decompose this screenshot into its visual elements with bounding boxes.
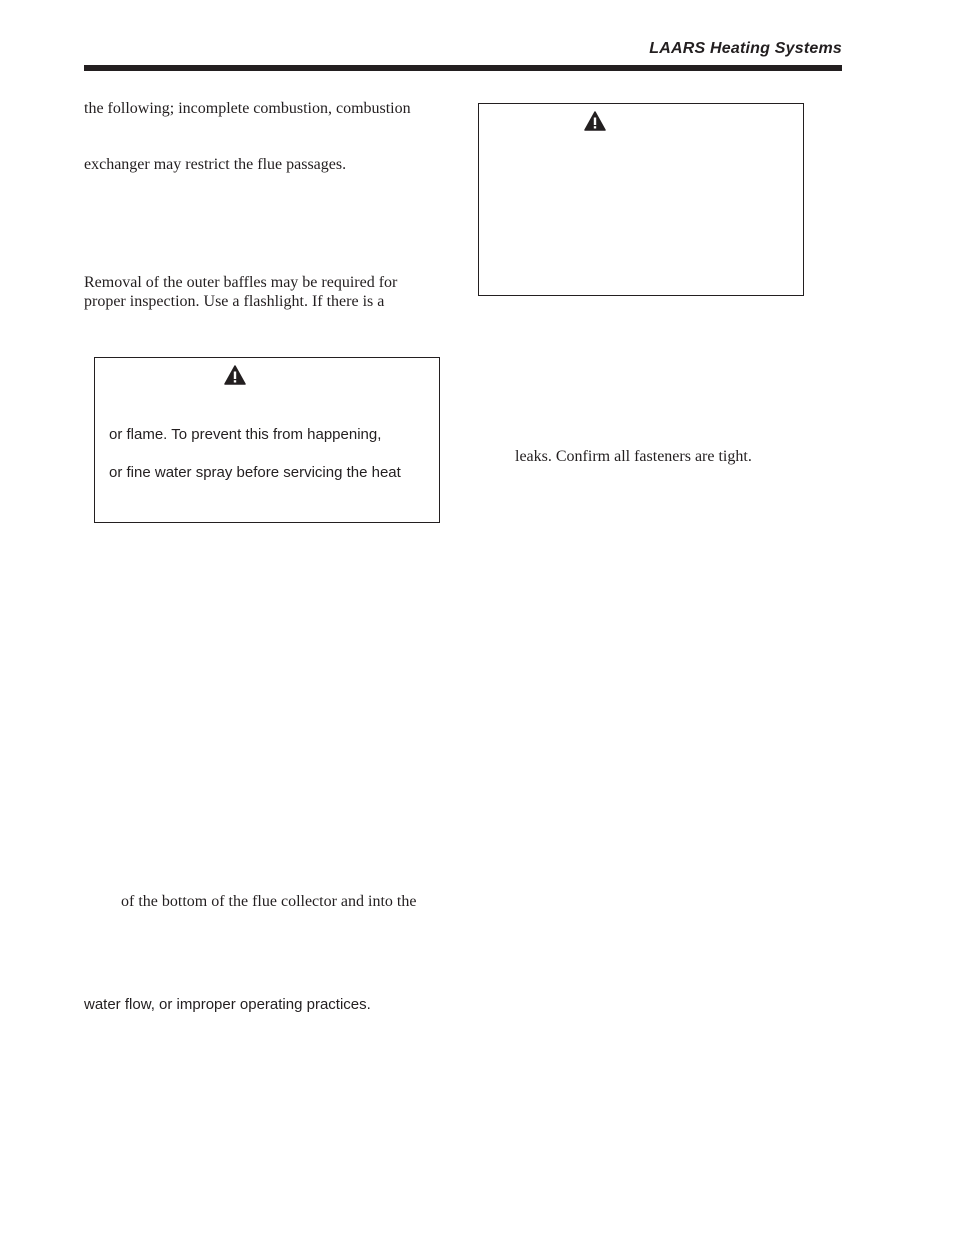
left-para1-line2: exchanger may restrict the flue passages. (84, 156, 347, 173)
header-brand: LAARS Heating Systems (649, 40, 842, 57)
right-warning-box (478, 103, 804, 296)
right-para1-line1: leaks. Confirm all fasteners are tight. (515, 448, 752, 465)
warning-triangle-icon (224, 365, 246, 385)
left-warning-line1: or flame. To prevent this from happening, (109, 426, 382, 443)
header-rule (84, 65, 842, 71)
left-para4-line1: water flow, or improper operating practices. (84, 996, 371, 1013)
left-warning-line2: or fine water spray before servicing the heat (109, 464, 401, 481)
warning-triangle-icon (584, 111, 606, 131)
left-para2-line1: Removal of the outer baffles may be required for (84, 274, 398, 291)
left-para2-line2: proper inspection. Use a flashlight. If there is a (84, 293, 385, 310)
left-para1-line1: the following; incomplete combustion, combustion (84, 100, 411, 117)
left-warning-box (94, 357, 440, 523)
left-para3-line1: of the bottom of the flue collector and into the (121, 893, 417, 910)
